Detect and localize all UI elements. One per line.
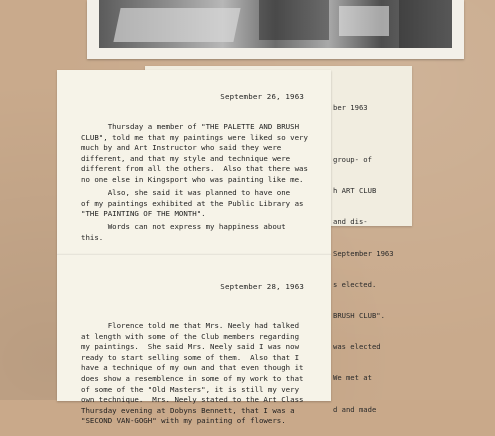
back-line: group- of (333, 154, 372, 164)
note-paragraph: Also, she said it was planned to have one of my paintings exhibited at the Public Library as "THE PAINTING OF THE MONTH". (81, 188, 304, 219)
journal-note-sept-26 (57, 70, 331, 254)
back-line: s elected. (333, 279, 377, 289)
back-line: We met at (333, 373, 372, 383)
back-line: and dis- (333, 217, 368, 227)
back-line: ber 1963 (333, 102, 368, 112)
back-note-text (333, 82, 406, 436)
journal-note-sept-28 (57, 254, 331, 426)
photo-detail (399, 0, 452, 48)
note-paragraph: Thursday a member of "THE PALETTE AND BRUSH CLUB", told me that my paintings were liked so very much by and Art Instructor who said they were different, and that my style and technique were different from all the others. Also that there was no one else in Kingsport who was painting like me. (81, 122, 308, 184)
back-line: BRUSH CLUB". (333, 310, 385, 320)
back-line: h ART CLUB (333, 186, 377, 196)
photo-detail (339, 6, 389, 36)
back-line: d and made (333, 404, 377, 414)
note-date: September 26, 1963 (220, 92, 304, 101)
photo-detail (259, 0, 329, 40)
photograph (87, 0, 464, 59)
photo-detail (113, 8, 240, 42)
note-paragraph: Words can not express my happiness about this. (81, 222, 286, 242)
note-date: September 28, 1963 (220, 282, 304, 291)
back-line: was elected (333, 342, 381, 352)
note-paragraph: Florence told me that Mrs. Neely had talked at length with some of the Club members regarding my paintings. She said Mrs. Neely said I was now ready to start selling some of them. Also that I have a technique of my own and that even though it does show a resemblence in some of my work to that of some of the "Old Masters", it is still my very own technique. Mrs. Neely stated to the Art Class Thursday evening at Dobyns Bennett, that I was a "SECOND VAN-GOGH" with my painting of flowers. (81, 321, 304, 426)
back-line: September 1963 (333, 248, 394, 258)
photo-image (99, 0, 452, 48)
